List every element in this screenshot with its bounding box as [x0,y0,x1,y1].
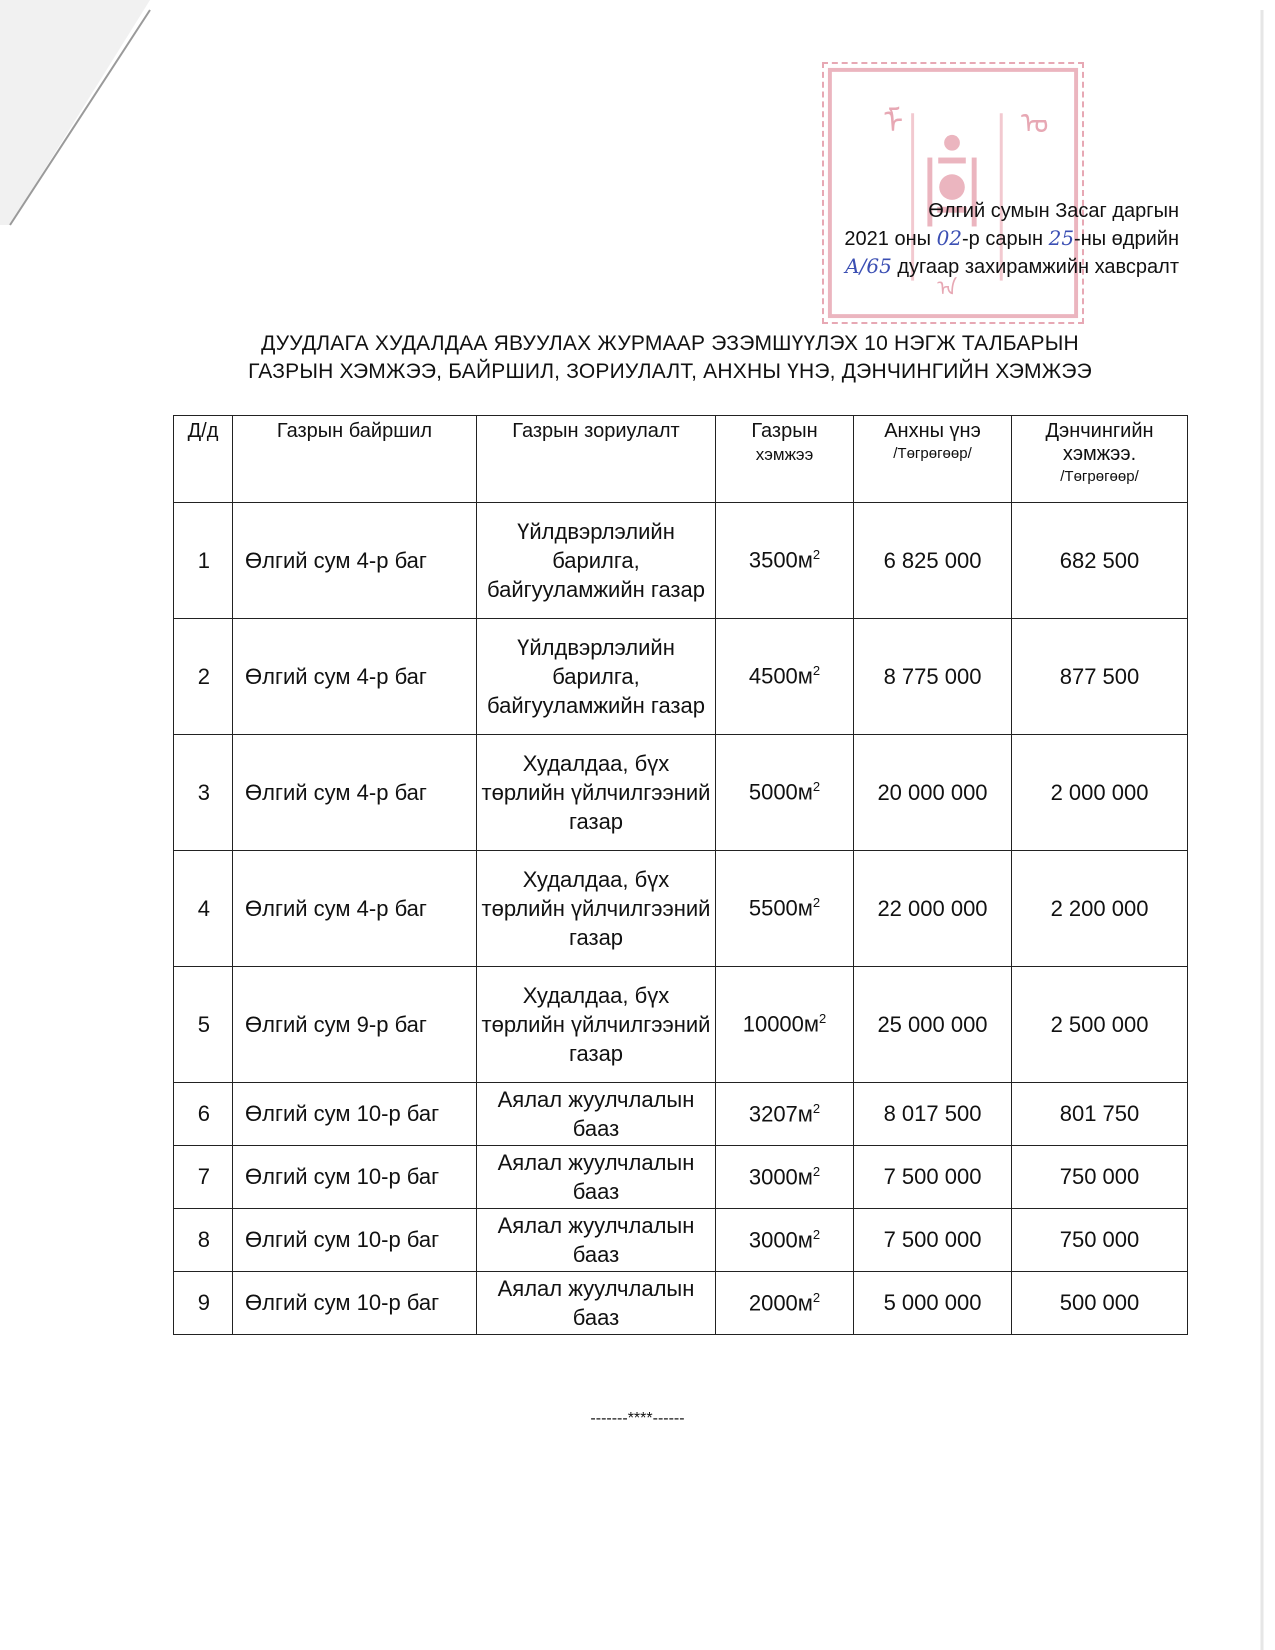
row-deposit: 2 500 000 [1012,967,1188,1083]
official-seal [822,62,1084,324]
row-size-unit: м [797,547,813,573]
row-size-unit: м [797,1290,813,1316]
row-size-unit-exponent: 2 [812,1163,821,1179]
row-size-value: 3500 [748,547,798,573]
row-size-value: 2000 [748,1290,798,1316]
row-location: Өлгий сум 10-р баг [233,1146,477,1209]
row-start-price: 20 000 000 [854,735,1012,851]
seal-icon [824,64,1082,322]
table-row [174,967,1188,1083]
header-line-1: Өлгий сумын Засаг даргын [928,200,1179,222]
row-location: Өлгий сум 10-р баг [233,1209,477,1272]
row-size-unit-exponent: 2 [812,779,821,795]
row-start-price: 7 500 000 [854,1209,1012,1272]
order-annex-header [844,198,1179,281]
row-size [716,1272,854,1335]
row-size-unit: м [797,1101,813,1127]
row-deposit: 2 200 000 [1012,851,1188,967]
col-header-location: Газрын байршил [233,416,477,503]
row-deposit: 500 000 [1012,1272,1188,1335]
row-size-unit: м [797,1227,813,1253]
row-location: Өлгий сум 4-р баг [233,735,477,851]
table-row [174,1083,1188,1146]
row-num: 5 [174,967,233,1083]
row-size-value: 3000 [748,1164,798,1190]
row-size-value: 4500 [748,663,798,689]
handwritten-day: 25 [1048,226,1075,250]
table-row [174,503,1188,619]
row-purpose: Аялал жуулчлалын бааз [477,1083,716,1146]
table-row [174,851,1188,967]
handwritten-order-number: A/65 [845,254,892,278]
col-header-size [716,416,854,503]
row-size-unit-exponent: 2 [812,1100,821,1116]
row-num: 9 [174,1272,233,1335]
col-header-price [854,416,1012,503]
row-num: 3 [174,735,233,851]
row-deposit: 2 000 000 [1012,735,1188,851]
row-size [716,1146,854,1209]
table-row [174,1209,1188,1272]
header-year: 2021 оны [844,228,931,250]
row-size-unit-exponent: 2 [812,547,821,563]
row-deposit: 801 750 [1012,1083,1188,1146]
row-size [716,735,854,851]
row-purpose: Аялал жуулчлалын бааз [477,1209,716,1272]
col-header-num: Д/д [174,416,233,503]
row-purpose: Худалдаа, бүх төрлийн үйлчилгээний газар [477,967,716,1083]
document-title [160,330,1180,386]
row-num: 4 [174,851,233,967]
row-size-unit-exponent: 2 [812,663,821,679]
svg-text:ᠮ: ᠮ [883,101,904,141]
row-size-unit: м [803,1011,820,1037]
row-start-price: 5 000 000 [854,1272,1012,1335]
row-location: Өлгий сум 4-р баг [233,851,477,967]
row-size [716,503,854,619]
row-size-unit: м [797,895,813,921]
row-size-unit-exponent: 2 [812,1226,821,1242]
col-header-deposit [1012,416,1188,503]
row-size-value: 10000 [742,1011,804,1037]
svg-text:ᠠ: ᠠ [937,276,958,302]
row-size [716,1083,854,1146]
col-header-deposit-a: Дэнчингийн [1045,420,1154,442]
row-start-price: 8 017 500 [854,1083,1012,1146]
row-size-value: 3207 [748,1101,798,1127]
row-size-unit: м [797,663,813,689]
table-row [174,619,1188,735]
row-num: 6 [174,1083,233,1146]
row-size-value: 5500 [748,895,798,921]
row-purpose: Худалдаа, бүх төрлийн үйлчилгээний газар [477,735,716,851]
row-purpose: Үйлдвэрлэлийн барилга, байгууламжийн газар [477,619,716,735]
table-row [174,1272,1188,1335]
row-size [716,619,854,735]
col-header-deposit-b: хэмжээ. [1062,443,1137,465]
handwritten-month: 02 [936,226,963,250]
row-location: Өлгий сум 4-р баг [233,503,477,619]
row-size-unit: м [797,1164,813,1190]
end-mark: -------****------ [590,1410,685,1427]
row-num: 8 [174,1209,233,1272]
row-purpose: Аялал жуулчлалын бааз [477,1272,716,1335]
row-size-unit-exponent: 2 [812,1289,821,1305]
row-location: Өлгий сум 4-р баг [233,619,477,735]
row-location: Өлгий сум 9-р баг [233,967,477,1083]
row-start-price: 22 000 000 [854,851,1012,967]
col-header-size-a: Газрын [751,420,818,442]
row-location: Өлгий сум 10-р баг [233,1083,477,1146]
col-header-price-b: /Төгрөгөөр/ [893,445,972,462]
row-deposit: 877 500 [1012,619,1188,735]
row-deposit: 750 000 [1012,1146,1188,1209]
row-deposit: 750 000 [1012,1209,1188,1272]
col-header-purpose: Газрын зориулалт [477,416,716,503]
row-size-value: 5000 [748,779,798,805]
col-header-size-b: хэмжээ [755,445,814,464]
row-start-price: 8 775 000 [854,619,1012,735]
row-size-unit-exponent: 2 [819,1011,827,1027]
header-line-2 [844,225,1179,253]
title-line-1: ДУУДЛАГА ХУДАЛДАА ЯВУУЛАХ ЖУРМААР ЭЗЭМШҮҮЛЭХ 10 НЭГЖ ТАЛБАРЫН [261,332,1079,355]
row-size-unit-exponent: 2 [812,895,821,911]
table-header-row [174,416,1188,503]
col-header-price-a: Анхны үнэ [884,420,981,442]
col-header-deposit-c: /Төгрөгөөр/ [1060,468,1139,485]
header-month-label: -р сарын [962,228,1044,250]
title-line-2: ГАЗРЫН ХЭМЖЭЭ, БАЙРШИЛ, ЗОРИУЛАЛТ, АНХНЫ ҮНЭ, ДЭНЧИНГИЙН ХЭМЖЭЭ [248,360,1092,383]
header-day-label: -ны өдрийн [1074,228,1179,250]
header-line-3 [844,253,1179,281]
table-row [174,1146,1188,1209]
land-parcel-table [173,415,1188,1335]
header-annex-label: дугаар захирамжийн хавсралт [897,256,1179,278]
row-location: Өлгий сум 10-р баг [233,1272,477,1335]
row-size-value: 3000 [748,1227,798,1253]
row-start-price: 25 000 000 [854,967,1012,1083]
row-size [716,967,854,1083]
row-num: 7 [174,1146,233,1209]
table-row [174,735,1188,851]
row-purpose: Үйлдвэрлэлийн барилга, байгууламжийн газар [477,503,716,619]
svg-text:ᠣ: ᠣ [1020,105,1049,140]
row-size [716,851,854,967]
row-start-price: 7 500 000 [854,1146,1012,1209]
row-deposit: 682 500 [1012,503,1188,619]
row-purpose: Худалдаа, бүх төрлийн үйлчилгээний газар [477,851,716,967]
row-num: 2 [174,619,233,735]
row-start-price: 6 825 000 [854,503,1012,619]
row-size-unit: м [797,779,813,805]
row-num: 1 [174,503,233,619]
row-purpose: Аялал жуулчлалын бааз [477,1146,716,1209]
row-size [716,1209,854,1272]
